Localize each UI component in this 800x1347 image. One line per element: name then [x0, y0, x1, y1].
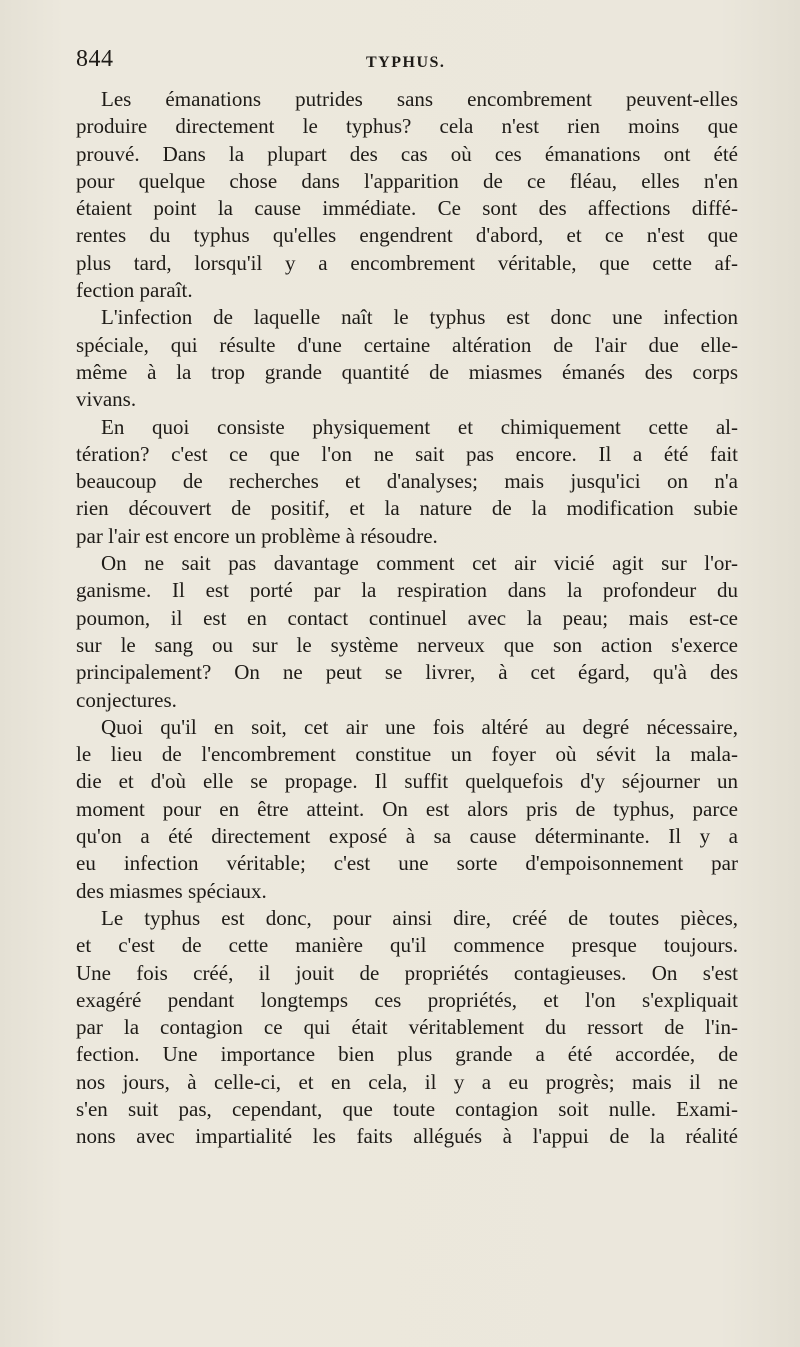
paragraph — [76, 304, 738, 413]
text-line: le lieu de l'encombrement constitue un foyer où sévit la mala- — [76, 742, 738, 767]
text-line: poumon, il est en contact continuel avec la peau; mais est-ce — [76, 605, 738, 630]
text-line: moment pour en être atteint. On est alors pris de typhus, parce — [76, 796, 738, 821]
text-line: Quoi qu'il en soit, cet air une fois altéré au degré nécessaire, — [101, 714, 738, 739]
paragraph — [76, 550, 738, 714]
text-line: rien découvert de positif, et la nature de la modification subie — [76, 496, 738, 521]
text-line: L'infection de laquelle naît le typhus est donc une infection — [101, 305, 738, 330]
text-line: conjectures. — [76, 687, 177, 712]
text-line: En quoi consiste physiquement et chimiquement cette al- — [101, 414, 738, 439]
text-line: s'en suit pas, cependant, que toute contagion soit nulle. Exami- — [76, 1096, 738, 1121]
text-line: die et d'où elle se propage. Il suffit quelquefois d'y séjourner un — [76, 769, 738, 794]
text-line: pour quelque chose dans l'apparition de ce fléau, elles n'en — [76, 168, 738, 193]
text-line: des miasmes spéciaux. — [76, 878, 267, 903]
text-line: sur le sang ou sur le système nerveux que son action s'exerce — [76, 632, 738, 657]
running-title: TYPHUS. — [366, 54, 446, 71]
text-line: fection. Une importance bien plus grande a été accordée, de — [76, 1042, 738, 1067]
text-line: vivans. — [76, 387, 137, 412]
paragraph — [76, 905, 738, 1151]
text-line: tération? c'est ce que l'on ne sait pas encore. Il a été fait — [76, 441, 738, 466]
text-line: étaient point la cause immédiate. Ce sont des affections diffé- — [76, 196, 738, 221]
text-line: ganisme. Il est porté par la respiration dans la profondeur du — [76, 578, 738, 603]
text-line: et c'est de cette manière qu'il commence presque toujours. — [76, 933, 738, 958]
running-head — [76, 46, 740, 78]
text-line: par l'air est encore un problème à résoudre. — [76, 523, 438, 548]
text-line: produire directement le typhus? cela n'est rien moins que — [76, 114, 738, 139]
text-line: Le typhus est donc, pour ainsi dire, créé de toutes pièces, — [101, 905, 738, 930]
text-line: prouvé. Dans la plupart des cas où ces émanations ont été — [76, 141, 738, 166]
text-line: beaucoup de recherches et d'analyses; mais jusqu'ici on n'a — [76, 469, 738, 494]
text-line: qu'on a été directement exposé à sa cause déterminante. Il y a — [76, 824, 738, 849]
page-number: 844 — [76, 46, 114, 72]
paragraph — [76, 414, 738, 550]
text-line: principalement? On ne peut se livrer, à cet égard, qu'à des — [76, 660, 738, 685]
text-line: nos jours, à celle-ci, et en cela, il y a eu progrès; mais il ne — [76, 1069, 738, 1094]
text-line: rentes du typhus qu'elles engendrent d'abord, et ce n'est que — [76, 223, 738, 248]
text-line: Les émanations putrides sans encombrement peuvent-elles — [101, 87, 738, 111]
text-line: spéciale, qui résulte d'une certaine altération de l'air due elle- — [76, 332, 738, 357]
body-text — [76, 86, 738, 1151]
text-line: par la contagion ce qui était véritablement du ressort de l'in- — [76, 1015, 738, 1040]
text-line: même à la trop grande quantité de miasmes émanés des corps — [76, 359, 738, 384]
paragraph — [76, 714, 738, 905]
text-line: nons avec impartialité les faits allégués à l'appui de la réalité — [76, 1124, 738, 1149]
paragraph — [76, 86, 738, 304]
text-line: exagéré pendant longtemps ces propriétés, et l'on s'expliquait — [76, 987, 738, 1012]
text-line: Une fois créé, il jouit de propriétés contagieuses. On s'est — [76, 960, 738, 985]
text-line: eu infection véritable; c'est une sorte d'empoisonnement par — [76, 851, 738, 876]
text-line: plus tard, lorsqu'il y a encombrement véritable, que cette af- — [76, 250, 738, 275]
text-line: On ne sait pas davantage comment cet air vicié agit sur l'or- — [101, 551, 738, 576]
text-line: fection paraît. — [76, 278, 193, 303]
